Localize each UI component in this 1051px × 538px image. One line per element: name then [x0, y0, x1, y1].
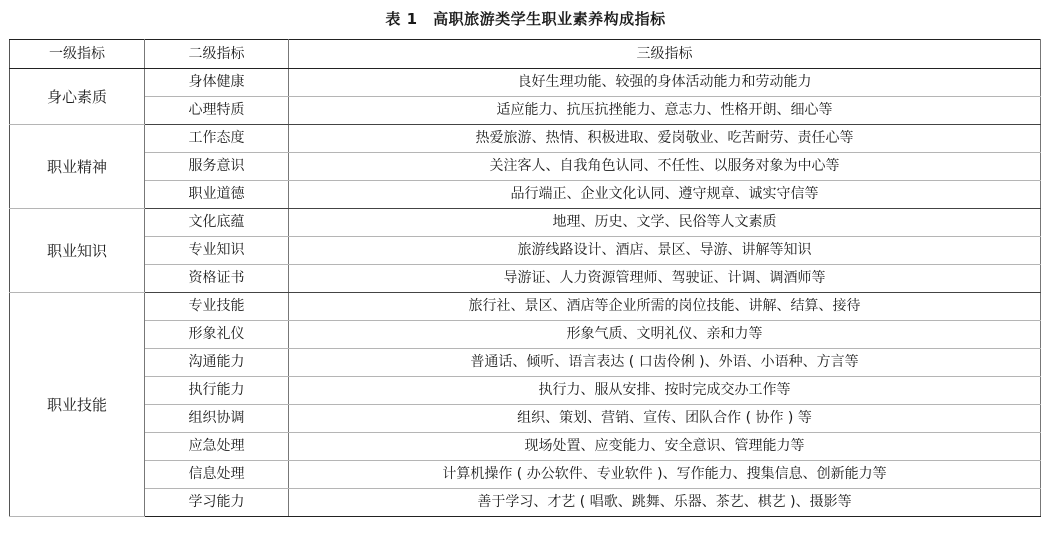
table-row [10, 181, 1041, 209]
level2-cell: 服务意识 [145, 153, 289, 181]
level1-cell: 职业精神 [10, 125, 145, 209]
table-row [10, 489, 1041, 517]
level2-cell: 专业技能 [145, 293, 289, 321]
level2-cell: 身体健康 [145, 69, 289, 97]
table-row [10, 125, 1041, 153]
header-level3: 三级指标 [289, 40, 1041, 69]
table-row [10, 265, 1041, 293]
level3-cell: 现场处置、应变能力、安全意识、管理能力等 [289, 433, 1041, 461]
indicator-table [9, 39, 1041, 517]
level3-cell: 旅游线路设计、酒店、景区、导游、讲解等知识 [289, 237, 1041, 265]
level2-cell: 工作态度 [145, 125, 289, 153]
level3-cell: 热爱旅游、热情、积极进取、爱岗敬业、吃苦耐劳、责任心等 [289, 125, 1041, 153]
level2-cell: 专业知识 [145, 237, 289, 265]
level3-cell: 组织、策划、营销、宣传、团队合作 ( 协作 ) 等 [289, 405, 1041, 433]
level2-cell: 信息处理 [145, 461, 289, 489]
level1-cell: 身心素质 [10, 69, 145, 125]
level2-cell: 执行能力 [145, 377, 289, 405]
level3-cell: 旅行社、景区、酒店等企业所需的岗位技能、讲解、结算、接待 [289, 293, 1041, 321]
table-row [10, 237, 1041, 265]
table-caption: 表 1 高职旅游类学生职业素养构成指标 [385, 10, 666, 28]
level2-cell: 应急处理 [145, 433, 289, 461]
level3-cell: 导游证、人力资源管理师、驾驶证、计调、调酒师等 [289, 265, 1041, 293]
level2-cell: 组织协调 [145, 405, 289, 433]
level3-cell: 形象气质、文明礼仪、亲和力等 [289, 321, 1041, 349]
level3-cell: 良好生理功能、较强的身体活动能力和劳动能力 [289, 69, 1041, 97]
table-row [10, 377, 1041, 405]
table-row [10, 69, 1041, 97]
table-row [10, 209, 1041, 237]
table-row [10, 293, 1041, 321]
table-row [10, 349, 1041, 377]
table-row [10, 97, 1041, 125]
table-row [10, 433, 1041, 461]
level3-cell: 执行力、服从安排、按时完成交办工作等 [289, 377, 1041, 405]
table-row [10, 321, 1041, 349]
level1-cell: 职业技能 [10, 293, 145, 517]
header-level2: 二级指标 [145, 40, 289, 69]
level2-cell: 资格证书 [145, 265, 289, 293]
table-row [10, 461, 1041, 489]
level3-cell: 适应能力、抗压抗挫能力、意志力、性格开朗、细心等 [289, 97, 1041, 125]
level2-cell: 文化底蕴 [145, 209, 289, 237]
header-level1: 一级指标 [10, 40, 145, 69]
table-row [10, 405, 1041, 433]
level2-cell: 沟通能力 [145, 349, 289, 377]
level2-cell: 学习能力 [145, 489, 289, 517]
table-body [10, 69, 1041, 517]
level2-cell: 职业道德 [145, 181, 289, 209]
level2-cell: 形象礼仪 [145, 321, 289, 349]
level3-cell: 计算机操作 ( 办公软件、专业软件 )、写作能力、搜集信息、创新能力等 [289, 461, 1041, 489]
level2-cell: 心理特质 [145, 97, 289, 125]
header-row [10, 40, 1041, 69]
level3-cell: 品行端正、企业文化认同、遵守规章、诚实守信等 [289, 181, 1041, 209]
table-row [10, 153, 1041, 181]
level1-cell: 职业知识 [10, 209, 145, 293]
level3-cell: 地理、历史、文学、民俗等人文素质 [289, 209, 1041, 237]
level3-cell: 善于学习、才艺 ( 唱歌、跳舞、乐器、茶艺、棋艺 )、摄影等 [289, 489, 1041, 517]
level3-cell: 普通话、倾听、语言表达 ( 口齿伶俐 )、外语、小语种、方言等 [289, 349, 1041, 377]
table-header [10, 40, 1041, 69]
level3-cell: 关注客人、自我角色认同、不任性、以服务对象为中心等 [289, 153, 1041, 181]
